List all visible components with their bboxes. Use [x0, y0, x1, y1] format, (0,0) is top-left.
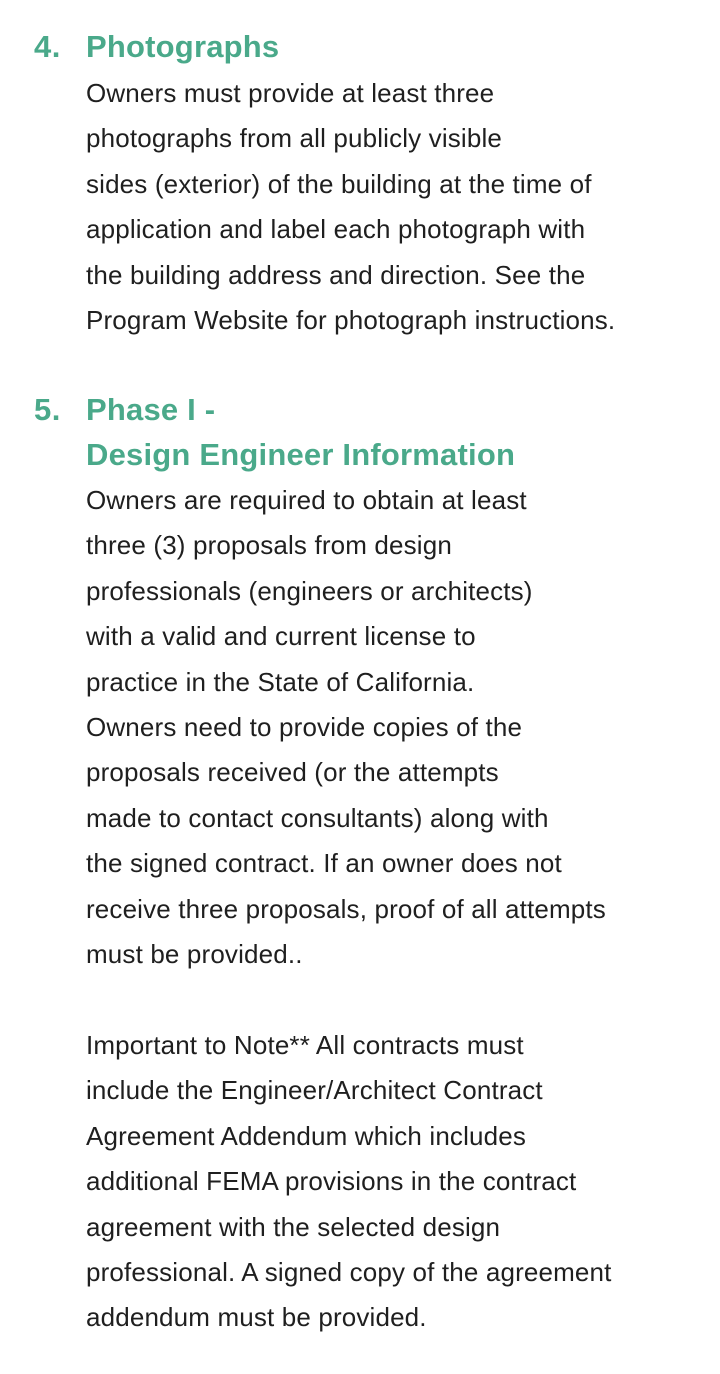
body-line: photographs from all publicly visible	[86, 123, 502, 154]
section-title: Phase I -	[86, 392, 216, 427]
note-line: Agreement Addendum which includes	[86, 1120, 526, 1151]
section-title: Photographs	[86, 29, 280, 64]
body-line: practice in the State of California.	[86, 666, 475, 697]
body-line: proposals received (or the attempts	[86, 757, 499, 788]
important-note	[86, 1023, 612, 1341]
body-line: Owners are required to obtain at least	[86, 485, 527, 515]
body-line: Owners need to provide copies of the	[86, 712, 523, 743]
note-line: Important to Note** All contracts must	[86, 1030, 524, 1060]
note-line: include the Engineer/Architect Contract	[86, 1075, 543, 1106]
body-line: the building address and direction. See the	[86, 259, 586, 290]
note-line: professional. A signed copy of the agreement	[86, 1257, 612, 1288]
body-line: application and label each photograph with	[86, 214, 586, 245]
body-line: receive three proposals, proof of all attempts	[86, 893, 606, 924]
body-line: must be provided..	[86, 939, 303, 970]
note-line: addendum must be provided.	[86, 1302, 427, 1333]
section-title: Design Engineer Information	[86, 437, 516, 472]
body-line: with a valid and current license to	[86, 621, 476, 652]
body-line: three (3) proposals from design	[86, 530, 452, 561]
note-line: additional FEMA provisions in the contract	[86, 1166, 577, 1197]
section-body	[86, 478, 606, 977]
body-line: Owners must provide at least three	[86, 78, 495, 108]
section-number: 4.	[34, 29, 61, 64]
section-number: 5.	[34, 392, 61, 427]
body-line: made to contact consultants) along with	[86, 802, 549, 833]
note-line: agreement with the selected design	[86, 1211, 501, 1242]
body-line: the signed contract. If an owner does not	[86, 848, 562, 879]
body-line: sides (exterior) of the building at the time of	[86, 168, 592, 199]
body-line: professionals (engineers or architects)	[86, 575, 533, 606]
section-body	[86, 71, 615, 343]
body-line: Program Website for photograph instructions.	[86, 305, 616, 336]
